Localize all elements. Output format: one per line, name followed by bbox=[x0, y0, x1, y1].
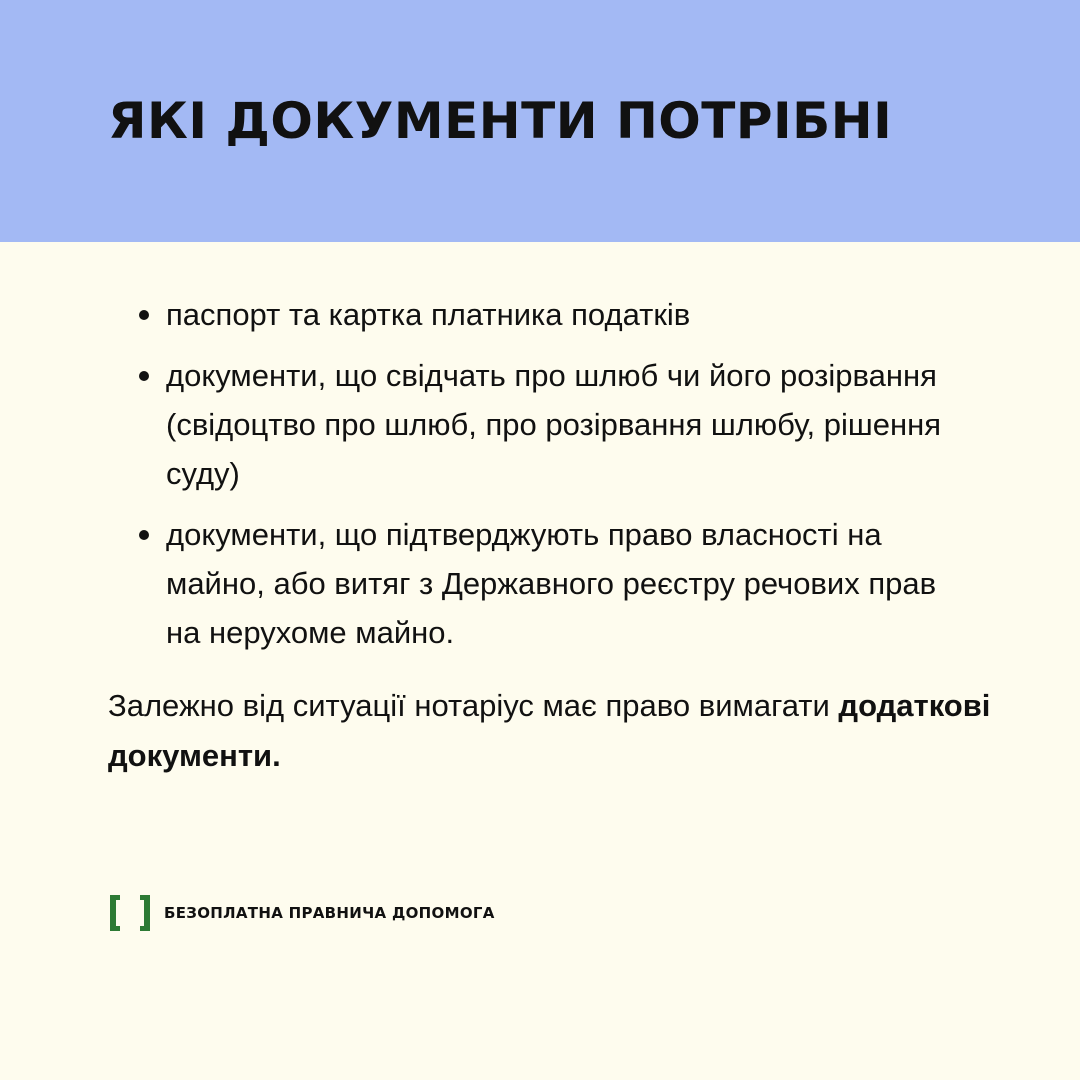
header-band bbox=[0, 0, 1080, 242]
documents-list bbox=[166, 290, 966, 669]
list-item bbox=[166, 290, 966, 339]
organization-name: БЕЗОПЛАТНА ПРАВНИЧА ДОПОМОГА bbox=[164, 904, 495, 922]
list-item-text: документи, що свідчать про шлюб чи його розірвання (свідоцтво про шлюб, про розірвання шлюбу, рішення суду) bbox=[166, 358, 942, 491]
bullet-icon bbox=[139, 530, 149, 540]
note-emphasis: додаткові документи. bbox=[108, 688, 991, 773]
bullet-icon bbox=[139, 310, 149, 320]
list-item bbox=[166, 510, 966, 657]
list-item bbox=[166, 351, 966, 498]
list-item-text: документи, що підтверджують право власності на майно, або витяг з Державного реєстру речових прав на нерухоме майно. bbox=[166, 517, 937, 650]
bullet-icon bbox=[139, 371, 149, 381]
note-text: Залежно від ситуації нотаріус має право вимагати bbox=[108, 688, 830, 723]
right-bracket-icon bbox=[140, 895, 150, 931]
list-item-text: паспорт та картка платника податків bbox=[166, 297, 691, 332]
note-paragraph bbox=[108, 681, 1008, 781]
left-bracket-icon bbox=[110, 895, 120, 931]
page-title: ЯКІ ДОКУМЕНТИ ПОТРІБНІ bbox=[108, 92, 893, 150]
organization-logo bbox=[110, 892, 495, 934]
